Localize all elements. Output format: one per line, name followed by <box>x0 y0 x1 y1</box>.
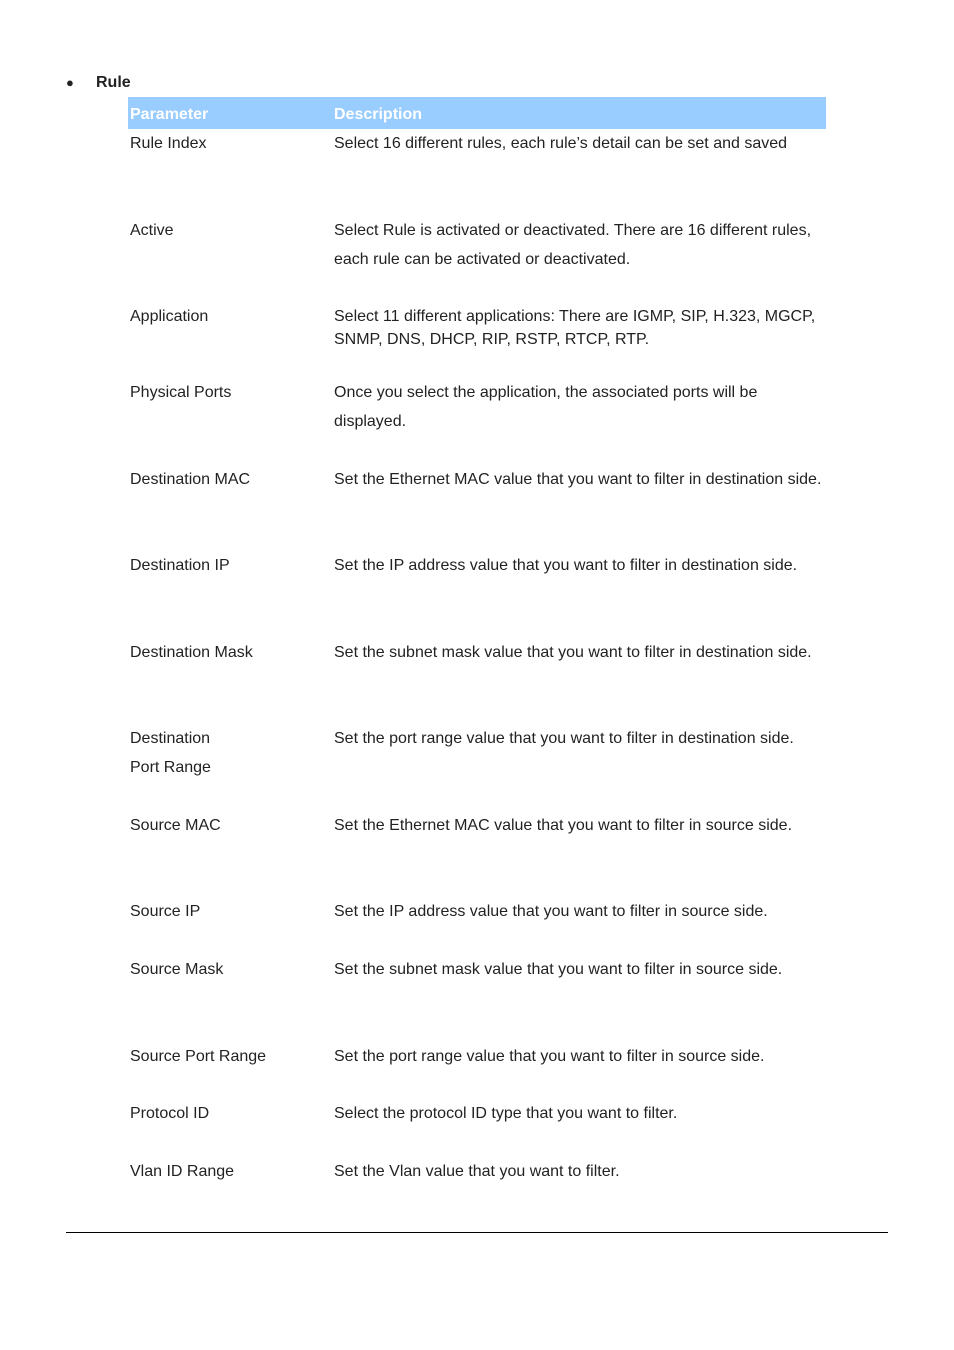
table-row <box>128 897 826 955</box>
table-row <box>128 216 826 302</box>
description-cell: Set the IP address value that you want to filter in source side. <box>334 903 768 920</box>
parameter-name: Application <box>130 308 209 325</box>
parameter-cell <box>128 378 332 465</box>
description-cell: Set the IP address value that you want to filter in destination side. <box>334 557 798 574</box>
parameter-cell <box>128 724 332 811</box>
parameter-cell <box>128 129 332 216</box>
table-row <box>128 465 826 551</box>
parameter-name: Destination Mask <box>130 644 253 661</box>
parameter-name: Destination <box>130 730 211 747</box>
description-cell: Select Rule is activated or deactivated. There are 16 different rules, each rule can be activated or deactivated. <box>334 222 812 268</box>
parameter-cell <box>128 955 332 1042</box>
table-row <box>128 378 826 465</box>
bullet-icon: ● <box>66 75 74 90</box>
table-row <box>128 1157 826 1215</box>
footer-divider <box>66 1232 888 1233</box>
parameter-name: Physical Ports <box>130 384 232 401</box>
parameter-name: Source IP <box>130 903 201 920</box>
description-cell: Once you select the application, the associated ports will be displayed. <box>334 384 758 430</box>
table-row <box>128 955 826 1042</box>
header-description: Description <box>332 97 826 129</box>
parameter-name: Port Range <box>130 759 211 776</box>
parameter-cell <box>128 897 332 955</box>
parameter-name: Destination MAC <box>130 471 251 488</box>
description-cell: Select the protocol ID type that you want to filter. <box>334 1105 678 1122</box>
parameter-name: Rule Index <box>130 135 207 152</box>
parameter-cell <box>128 551 332 638</box>
description-cell: Select 16 different rules, each rule’s detail can be set and saved <box>334 135 788 152</box>
parameter-name: Destination IP <box>130 557 230 574</box>
description-cell: Set the Ethernet MAC value that you want to filter in destination side. <box>334 471 822 488</box>
table-row <box>128 551 826 638</box>
parameter-name: Source MAC <box>130 817 221 834</box>
section-heading <box>66 74 131 92</box>
header-parameter: Parameter <box>128 97 332 129</box>
parameter-table <box>128 97 826 1215</box>
table-row <box>128 638 826 724</box>
parameter-name: Source Port Range <box>130 1048 267 1065</box>
parameter-name: Vlan ID Range <box>130 1163 235 1180</box>
parameter-cell <box>128 465 332 551</box>
table-row <box>128 129 826 216</box>
parameter-cell <box>128 811 332 897</box>
parameter-name: Source Mask <box>130 961 224 978</box>
table-row <box>128 811 826 897</box>
parameter-cell <box>128 1099 332 1157</box>
parameter-cell <box>128 1042 332 1099</box>
description-cell: Set the subnet mask value that you want to filter in destination side. <box>334 644 812 661</box>
parameter-name: Protocol ID <box>130 1105 210 1122</box>
parameter-cell <box>128 302 332 378</box>
parameter-cell <box>128 638 332 724</box>
description-cell: Set the port range value that you want to filter in source side. <box>334 1048 765 1065</box>
parameter-cell <box>128 1157 332 1215</box>
description-cell: Set the subnet mask value that you want to filter in source side. <box>334 961 783 978</box>
description-cell: Set the Ethernet MAC value that you want to filter in source side. <box>334 817 793 834</box>
table-row <box>128 1042 826 1099</box>
parameter-name: Active <box>130 222 174 239</box>
section-title: Rule <box>96 74 131 91</box>
description-cell: Select 11 different applications: There are IGMP, SIP, H.323, MGCP, SNMP, DNS, DHCP, RIP, RSTP, RTCP, RTP. <box>334 308 816 348</box>
table-row <box>128 302 826 378</box>
table-header-row <box>128 97 826 129</box>
description-cell: Set the Vlan value that you want to filter. <box>334 1163 620 1180</box>
parameter-cell <box>128 216 332 302</box>
table-row <box>128 724 826 811</box>
table-row <box>128 1099 826 1157</box>
description-cell: Set the port range value that you want to filter in destination side. <box>334 730 794 747</box>
